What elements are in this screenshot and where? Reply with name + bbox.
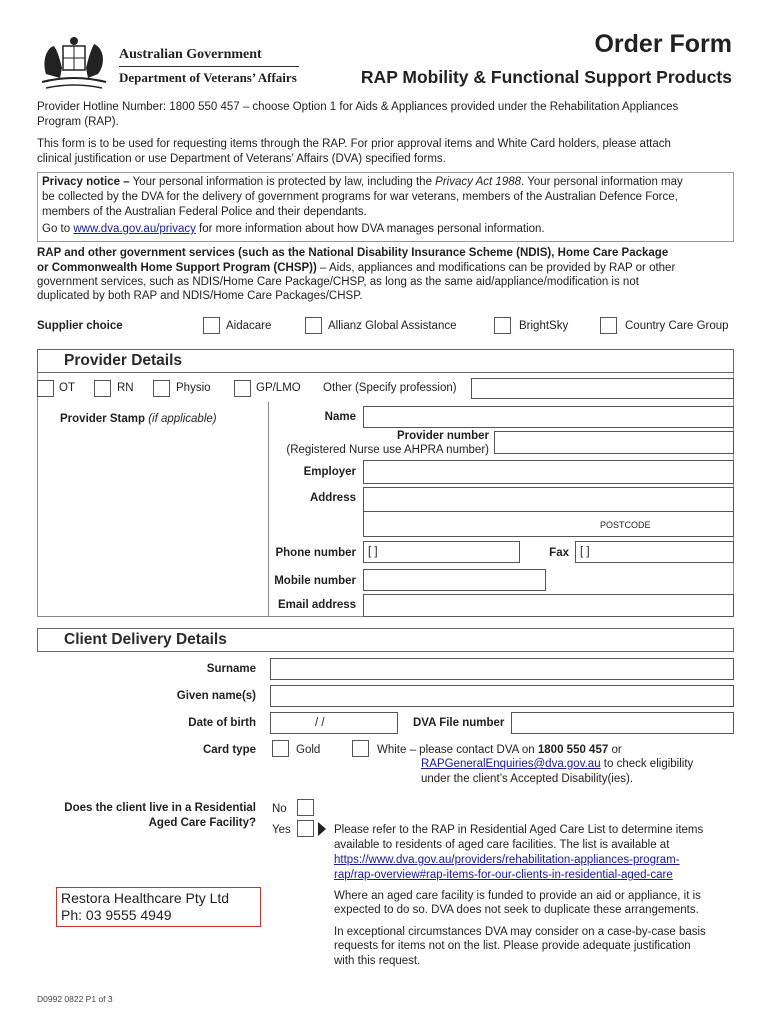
white-email-link[interactable]: RAPGeneralEnquiries@dva.gov.au [421,758,601,770]
card-type-label: Card type [202,744,256,756]
given-name-input[interactable] [270,685,734,707]
supplier-allianz-label: Allianz Global Assistance [328,320,457,332]
mobile-label: Mobile number [274,575,356,587]
card-white-text-3: under the client’s Accepted Disability(ies). [421,773,634,785]
privacy-line-1a: Your personal information is protected by law, including the [129,176,436,188]
stamp-note-text: (if applicable) [148,413,217,425]
yes-para-3-line-1: In exceptional circumstances DVA may consider on a case-by-case basis [334,926,706,938]
footer-code: D0992 0822 P1 of 3 [37,994,113,1004]
header-divider [119,66,299,67]
yes-para-1-line-1: Please refer to the RAP in Residential Aged Care List to determine items [334,824,704,836]
provider-number-label: Provider number [396,430,489,442]
provider-name-input[interactable] [363,406,734,428]
white-phone: 1800 550 457 [537,744,609,756]
rac-yes-checkbox[interactable] [297,820,314,837]
yes-para-2-line-1: Where an aged care facility is funded to provide an aid or appliance, it is [334,890,701,902]
gov-name: Australian Government [119,47,262,62]
rac-question-1: Does the client live in a Residential [64,802,256,814]
card-white-checkbox[interactable] [352,740,369,757]
supplier-brightsky-checkbox[interactable] [494,317,511,334]
dob-separators: / / [315,717,325,729]
privacy-line-1b: . Your personal information may [521,176,683,188]
dept-name: Department of Veterans’ Affairs [119,70,297,85]
rac-no-checkbox[interactable] [297,799,314,816]
stamp-company-name: Restora Healthcare Pty Ltd [61,890,230,906]
address-label: Address [309,492,356,504]
white-text-b: or [608,744,622,756]
client-details-title: Client Delivery Details [64,631,227,648]
provider-details-header [37,349,734,373]
profession-gp-label: GP/LMO [256,382,301,394]
privacy-line-4a: Go to [42,223,74,235]
name-label: Name [324,411,356,423]
email-input[interactable] [363,594,734,617]
card-white-text [377,744,622,756]
provider-stamp-label [60,413,217,425]
employer-input[interactable] [363,460,734,484]
fax-label: Fax [549,547,569,559]
white-text-a: White – please contact DVA on [377,744,538,756]
privacy-line-3: members of the Australian Federal Police and their dependants. [42,206,367,218]
provider-details-title: Provider Details [64,352,183,369]
surname-label: Surname [206,663,256,675]
card-white-text-2 [421,758,693,770]
client-details-header [37,628,734,652]
stamp-label-text: Provider Stamp [60,413,145,425]
services-line-3: government services, such as NDIS/Home Care Package/CHSP, as long as the same aid/appliance/modification is not [37,276,639,288]
supplier-label: Supplier choice [37,320,123,332]
supplier-brightsky-label: BrightSky [519,320,569,332]
hotline-line-2: Program (RAP). [37,116,119,128]
provider-stamp-area[interactable] [37,402,269,617]
given-name-label: Given name(s) [176,690,256,702]
supplier-allianz-checkbox[interactable] [305,317,322,334]
hotline-line-1: Provider Hotline Number: 1800 550 457 – choose Option 1 for Aids & Appliances provided under the Rehabilitation Appliances [37,101,679,113]
services-line-2-rest: – Aids, appliances and modifications can be provided by RAP or other [316,262,676,274]
profession-other-label: Other (Specify profession) [323,382,457,394]
form-subtitle: RAP Mobility & Functional Support Products [360,67,732,87]
stamp-phone: Ph: 03 9555 4949 [61,907,172,923]
dob-input[interactable] [270,712,398,734]
profession-other-input[interactable] [471,378,734,399]
privacy-line-4 [42,223,545,235]
employer-label: Employer [303,466,356,478]
rac-no-label: No [272,803,287,815]
mobile-input[interactable] [363,569,546,591]
yes-para-1-line-2: available to residents of aged care facilities. The list is available at [334,839,670,851]
provider-number-input[interactable] [494,431,734,454]
white-text-c: to check eligibility [600,758,694,770]
address-input[interactable] [363,487,734,537]
supplier-aidacare-checkbox[interactable] [203,317,220,334]
dva-file-label: DVA File number [413,717,505,729]
coat-of-arms-icon [36,34,112,92]
services-line-4: duplicated by both RAP and NDIS/Home Care Packages/CHSP. [37,290,363,302]
supplier-aidacare-label: Aidacare [226,320,272,332]
profession-ot-checkbox[interactable] [37,380,54,397]
profession-physio-checkbox[interactable] [153,380,170,397]
fax-value: [ ] [580,546,590,558]
supplier-countrycare-checkbox[interactable] [600,317,617,334]
phone-input[interactable] [363,541,520,563]
phone-label: Phone number [275,547,356,559]
purpose-line-2: clinical justification or use Department of Veterans’ Affairs (DVA) specified forms. [37,153,446,165]
supplier-countrycare-label: Country Care Group [625,320,729,332]
arrow-right-icon [318,822,326,836]
rac-yes-label: Yes [272,824,291,836]
privacy-line-4b: for more information about how DVA manages personal information. [195,223,545,235]
purpose-line-1: This form is to be used for requesting items through the RAP. For prior approval items and White Card holders, please attach [37,138,671,150]
card-gold-checkbox[interactable] [272,740,289,757]
form-title: Order Form [594,30,732,58]
surname-input[interactable] [270,658,734,680]
postcode-label: POSTCODE [600,520,651,530]
yes-para-3-line-3: with this request. [334,955,421,967]
profession-ot-label: OT [59,382,75,394]
privacy-line-2: be collected by the DVA for the delivery of government programs for war veterans, members of the Australian Defence Force, [42,191,678,203]
fax-input[interactable] [575,541,734,563]
rac-list-link-2[interactable]: rap/rap-overview#rap-items-for-our-clients-in-residential-aged-care [334,869,673,881]
privacy-line-1 [42,176,683,188]
profession-rn-checkbox[interactable] [94,380,111,397]
privacy-label: Privacy notice – [42,176,130,188]
privacy-act: Privacy Act 1988 [435,176,522,188]
yes-para-3-line-2: requests for items not on the list. Please provide adequate justification [334,940,691,952]
dob-label: Date of birth [188,717,256,729]
rac-list-link-1[interactable]: https://www.dva.gov.au/providers/rehabilitation-appliances-program- [334,854,680,866]
address-divider [363,511,734,512]
phone-value: [ ] [368,546,378,558]
privacy-link[interactable]: www.dva.gov.au/privacy [73,223,196,235]
profession-gp-checkbox[interactable] [234,380,251,397]
email-label: Email address [278,599,356,611]
profession-rn-label: RN [117,382,134,394]
services-line-2 [37,262,675,274]
card-gold-label: Gold [296,744,321,756]
profession-physio-label: Physio [176,382,211,394]
services-line-1: RAP and other government services (such as the National Disability Insurance Scheme (NDIS), Home Care Package [37,247,669,259]
provider-number-note: (Registered Nurse use AHPRA number) [286,444,489,456]
dva-file-input[interactable] [511,712,734,734]
yes-para-2-line-2: expected to do so. DVA does not seek to duplicate these arrangements. [334,904,699,916]
services-line-2-bold: or Commonwealth Home Support Program (CHSP)) [37,262,317,274]
rac-question-2: Aged Care Facility? [148,817,256,829]
